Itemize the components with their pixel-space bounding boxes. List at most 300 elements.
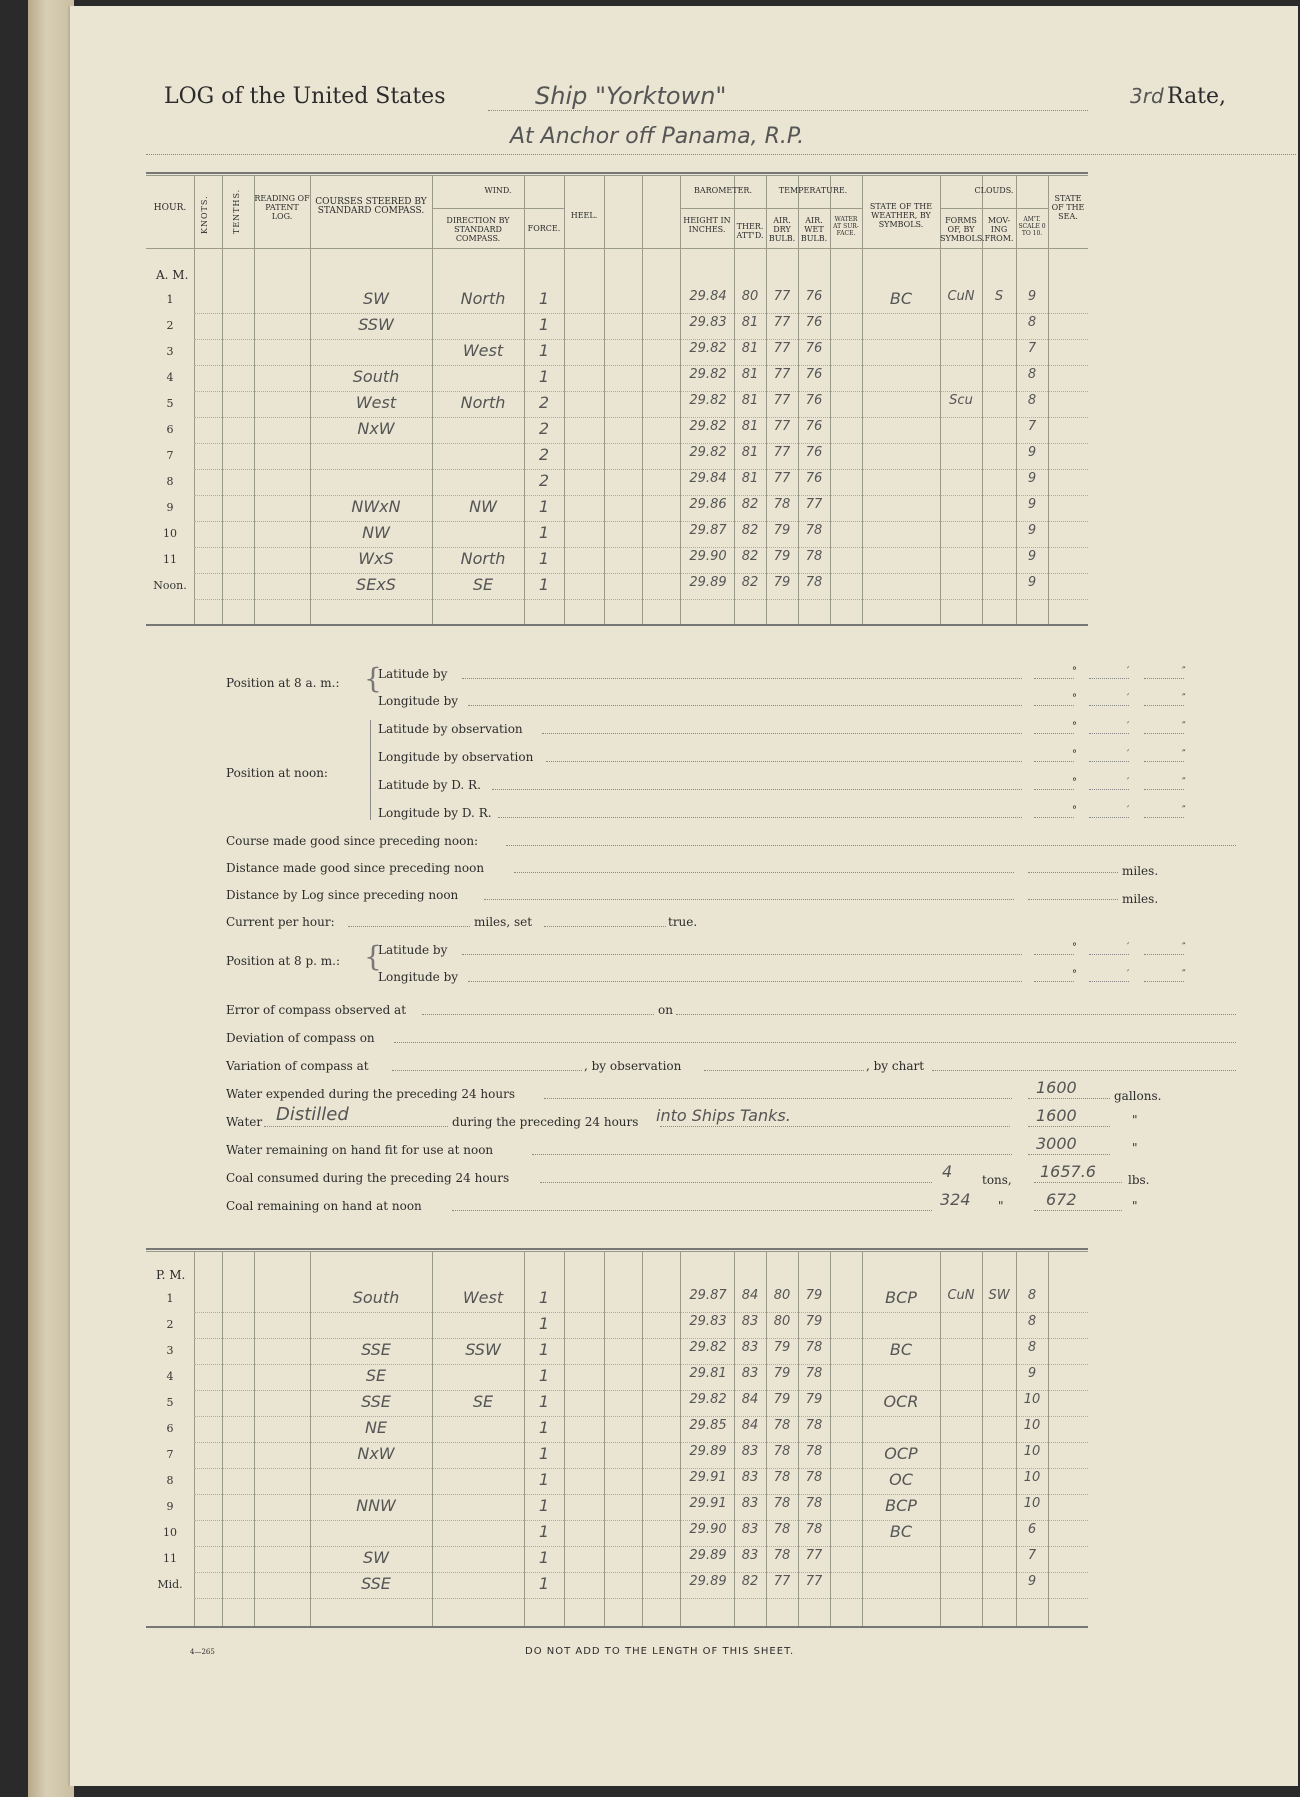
row-course: SE xyxy=(365,1366,387,1385)
row-hour: 2 xyxy=(166,319,174,332)
row-wind-force: 1 xyxy=(538,1470,550,1489)
lat-8am-label: Latitude by xyxy=(378,667,448,681)
row-cloud-amount: 8 xyxy=(1027,1288,1037,1303)
miles-set-label: miles, set xyxy=(474,915,533,929)
degree-mark: ° xyxy=(1072,749,1077,760)
row-wind-force: 2 xyxy=(538,445,550,464)
row-wind-force: 1 xyxy=(538,1340,550,1359)
row-rule xyxy=(194,339,1088,340)
row-rule xyxy=(194,573,1088,574)
row-course: NNW xyxy=(356,1496,396,1515)
fill-line xyxy=(1089,817,1129,818)
row-air-wet: 78 xyxy=(805,549,823,564)
row-air-dry: 77 xyxy=(773,289,791,304)
fill-line xyxy=(544,926,666,927)
row-cloud-amount: 10 xyxy=(1023,1496,1041,1511)
table-row xyxy=(70,1444,1298,1470)
degree-mark: ″ xyxy=(1182,693,1186,704)
miles-unit-1: miles. xyxy=(1122,864,1159,878)
col-temperature: TEMPERATURE. xyxy=(778,186,848,195)
table-row xyxy=(70,549,1298,575)
row-rule xyxy=(194,417,1088,418)
row-cloud-amount: 8 xyxy=(1027,393,1037,408)
row-hour: 6 xyxy=(166,1422,174,1435)
row-weather: BC xyxy=(889,1522,913,1541)
log-title-prefix: LOG of the United States xyxy=(164,84,446,109)
row-air-wet: 78 xyxy=(805,1444,823,1459)
row-course: NxW xyxy=(357,419,395,438)
fill-line xyxy=(484,899,1014,900)
fill-line xyxy=(1089,981,1129,982)
row-ther-attd: 81 xyxy=(741,367,759,382)
row-hour: 3 xyxy=(166,1344,174,1357)
fill-line xyxy=(1144,705,1184,706)
row-ther-attd: 84 xyxy=(741,1288,759,1303)
coal-consumed-label: Coal consumed during the preceding 24 hours xyxy=(226,1171,510,1185)
degree-mark: ′ xyxy=(1127,749,1130,760)
table-row xyxy=(70,315,1298,341)
brace: { xyxy=(364,940,382,973)
coal-consumed-tons: 4 xyxy=(942,1162,953,1181)
table-row xyxy=(70,1522,1298,1548)
fill-line xyxy=(1028,1098,1110,1099)
row-air-dry: 77 xyxy=(773,1574,791,1589)
row-air-dry: 78 xyxy=(773,497,791,512)
degree-mark: ′ xyxy=(1127,777,1130,788)
table-row xyxy=(70,419,1298,445)
row-barometer: 29.83 xyxy=(689,1314,727,1329)
current-label: Current per hour: xyxy=(226,915,335,929)
row-cloud-amount: 9 xyxy=(1027,289,1037,304)
fill-line xyxy=(462,678,1022,679)
row-air-dry: 79 xyxy=(773,1366,791,1381)
water-remaining-value: 3000 xyxy=(1036,1134,1077,1153)
row-air-dry: 80 xyxy=(773,1314,791,1329)
water-expended-label: Water expended during the preceding 24 hours xyxy=(226,1087,516,1101)
degree-mark: ″ xyxy=(1182,721,1186,732)
fill-line xyxy=(498,817,1022,818)
row-ther-attd: 82 xyxy=(741,523,759,538)
fill-line xyxy=(1144,817,1184,818)
fill-line xyxy=(532,1154,1012,1155)
water-distilled-value: 1600 xyxy=(1036,1106,1077,1125)
col-barometer: BAROMETER. xyxy=(693,186,752,195)
row-cloud-amount: 8 xyxy=(1027,1340,1037,1355)
location-underline xyxy=(146,154,1296,155)
row-cloud-forms: Scu xyxy=(949,393,973,408)
table-row xyxy=(70,445,1298,471)
fill-line xyxy=(1028,1154,1110,1155)
row-barometer: 29.82 xyxy=(689,367,727,382)
row-ther-attd: 82 xyxy=(741,1574,759,1589)
row-air-dry: 78 xyxy=(773,1444,791,1459)
row-wind-force: 1 xyxy=(538,1574,550,1593)
row-cloud-amount: 10 xyxy=(1023,1418,1041,1433)
ship-rate-number: 3rd xyxy=(1130,84,1164,108)
row-ther-attd: 84 xyxy=(741,1418,759,1433)
water-label: Water xyxy=(226,1115,263,1129)
fill-line xyxy=(1034,954,1074,955)
table-row xyxy=(70,497,1298,523)
col-patent-log: READING OF PATENT LOG. xyxy=(254,194,310,221)
col-hour: HOUR. xyxy=(153,203,187,213)
row-air-wet: 78 xyxy=(805,575,823,590)
row-ther-attd: 83 xyxy=(741,1470,759,1485)
row-ther-attd: 81 xyxy=(741,341,759,356)
row-cloud-amount: 6 xyxy=(1027,1522,1037,1537)
row-air-wet: 77 xyxy=(805,1548,823,1563)
fill-line xyxy=(676,1014,1236,1015)
fill-line xyxy=(492,789,1022,790)
row-cloud-amount: 9 xyxy=(1027,471,1037,486)
row-air-dry: 77 xyxy=(773,393,791,408)
degree-mark: ′ xyxy=(1127,969,1130,980)
tons-unit: tons, xyxy=(982,1173,1012,1187)
row-ther-attd: 81 xyxy=(741,471,759,486)
lat-obs-label: Latitude by observation xyxy=(378,722,523,736)
row-wind-force: 1 xyxy=(538,1548,550,1567)
deviation-label: Deviation of compass on xyxy=(226,1031,375,1045)
col-courses: COURSES STEERED BY STANDARD COMPASS. xyxy=(315,197,427,216)
lon-dr-label: Longitude by D. R. xyxy=(378,806,492,820)
row-wind-force: 1 xyxy=(538,1418,550,1437)
table-row xyxy=(70,1288,1298,1314)
row-air-dry: 79 xyxy=(773,523,791,538)
col-weather: STATE OF THE WEATHER, BY SYMBOLS. xyxy=(869,202,933,229)
table-row xyxy=(70,1392,1298,1418)
title-line xyxy=(488,110,1088,111)
row-cloud-amount: 9 xyxy=(1027,1366,1037,1381)
fill-line xyxy=(468,981,1022,982)
table-row xyxy=(70,1314,1298,1340)
subheader-rule xyxy=(432,208,564,209)
row-wind-force: 1 xyxy=(538,523,550,542)
row-hour: 6 xyxy=(166,423,174,436)
fill-line xyxy=(392,1070,582,1071)
row-cloud-amount: 8 xyxy=(1027,315,1037,330)
row-rule xyxy=(194,599,1088,600)
row-air-wet: 78 xyxy=(805,1470,823,1485)
table-row xyxy=(70,1418,1298,1444)
row-ther-attd: 81 xyxy=(741,315,759,330)
row-wind-force: 1 xyxy=(538,497,550,516)
brace xyxy=(370,720,371,820)
pm-label: P. M. xyxy=(156,1268,186,1282)
row-course: NWxN xyxy=(351,497,401,516)
row-barometer: 29.91 xyxy=(689,1470,727,1485)
lat-8pm-label: Latitude by xyxy=(378,943,448,957)
miles-unit-2: miles. xyxy=(1122,892,1159,906)
row-ther-attd: 83 xyxy=(741,1366,759,1381)
ditto-4: " xyxy=(1132,1199,1138,1213)
row-wind-direction: North xyxy=(460,393,506,412)
row-air-wet: 76 xyxy=(805,419,823,434)
row-weather: OCR xyxy=(883,1392,919,1411)
row-barometer: 29.91 xyxy=(689,1496,727,1511)
row-hour: 4 xyxy=(166,371,174,384)
fill-line xyxy=(514,872,1014,873)
ditto-3: " xyxy=(998,1199,1004,1213)
row-ther-attd: 83 xyxy=(741,1314,759,1329)
row-ther-attd: 83 xyxy=(741,1340,759,1355)
row-ther-attd: 80 xyxy=(741,289,759,304)
fill-line xyxy=(540,1182,932,1183)
row-air-dry: 79 xyxy=(773,549,791,564)
table-bottom-rule xyxy=(146,1626,1088,1628)
brace: { xyxy=(364,662,382,695)
am-label: A. M. xyxy=(156,268,189,282)
row-barometer: 29.82 xyxy=(689,341,727,356)
row-course: SExS xyxy=(356,575,396,594)
row-wind-direction: North xyxy=(460,289,506,308)
row-air-wet: 76 xyxy=(805,341,823,356)
table-row xyxy=(70,1366,1298,1392)
col-clouds-moving: MOV-ING FROM. xyxy=(984,216,1014,243)
row-wind-direction: SSW xyxy=(465,1340,501,1359)
fill-line xyxy=(394,1042,1236,1043)
row-course: SSE xyxy=(361,1340,391,1359)
row-wind-force: 1 xyxy=(538,367,550,386)
during-24-label: during the preceding 24 hours xyxy=(452,1115,639,1129)
degree-mark: ° xyxy=(1072,666,1077,677)
row-course: West xyxy=(355,393,397,412)
table-row xyxy=(70,393,1298,419)
table-row xyxy=(70,341,1298,367)
row-rule xyxy=(194,495,1088,496)
col-clouds-amount: AM'T. SCALE 0 TO 10. xyxy=(1018,216,1046,237)
row-air-dry: 77 xyxy=(773,315,791,330)
table-row xyxy=(70,289,1298,315)
fill-line xyxy=(546,761,1022,762)
row-cloud-amount: 9 xyxy=(1027,1574,1037,1589)
row-cloud-forms: CuN xyxy=(947,289,975,304)
row-course: WxS xyxy=(358,549,394,568)
row-wind-direction: SE xyxy=(472,575,494,594)
fill-line xyxy=(1034,1210,1122,1211)
fill-line xyxy=(422,1014,654,1015)
row-wind-direction: NW xyxy=(469,497,497,516)
variation-label: Variation of compass at xyxy=(226,1059,369,1073)
distance-by-log-label: Distance by Log since preceding noon xyxy=(226,888,459,902)
row-hour: 4 xyxy=(166,1370,174,1383)
position-8pm-label: Position at 8 p. m.: xyxy=(226,954,341,968)
row-hour: 11 xyxy=(163,553,177,566)
row-ther-attd: 83 xyxy=(741,1496,759,1511)
row-barometer: 29.84 xyxy=(689,471,727,486)
row-cloud-amount: 7 xyxy=(1027,419,1037,434)
log-page xyxy=(68,6,1298,1786)
row-wind-force: 1 xyxy=(538,1366,550,1385)
degree-mark: ° xyxy=(1072,693,1077,704)
degree-mark: ″ xyxy=(1182,942,1186,953)
row-barometer: 29.82 xyxy=(689,419,727,434)
col-height-inches: HEIGHT IN INCHES. xyxy=(683,216,731,234)
row-air-wet: 76 xyxy=(805,471,823,486)
col-water-surface: WATER AT SUR-FACE. xyxy=(833,216,859,237)
water-remaining-label: Water remaining on hand fit for use at noon xyxy=(226,1143,494,1157)
degree-mark: ′ xyxy=(1127,942,1130,953)
fill-line xyxy=(1034,761,1074,762)
row-barometer: 29.82 xyxy=(689,445,727,460)
lon-obs-label: Longitude by observation xyxy=(378,750,534,764)
col-air-wet: AIR. WET BULB. xyxy=(800,216,828,243)
row-weather: BCP xyxy=(885,1496,917,1515)
row-ther-attd: 82 xyxy=(741,549,759,564)
row-air-dry: 77 xyxy=(773,419,791,434)
fill-line xyxy=(544,1098,1012,1099)
subheader-rule xyxy=(766,208,862,209)
table-top-rule-inner xyxy=(146,1251,1088,1252)
row-air-dry: 78 xyxy=(773,1548,791,1563)
row-rule xyxy=(194,1494,1088,1495)
row-wind-force: 1 xyxy=(538,289,550,308)
row-wind-direction: West xyxy=(462,1288,504,1307)
fill-line xyxy=(1089,705,1129,706)
row-air-wet: 76 xyxy=(805,445,823,460)
fill-line xyxy=(1089,678,1129,679)
row-hour: 10 xyxy=(163,1526,177,1539)
row-rule xyxy=(194,1416,1088,1417)
row-rule xyxy=(194,1572,1088,1573)
lat-dr-label: Latitude by D. R. xyxy=(378,778,481,792)
row-barometer: 29.89 xyxy=(689,575,727,590)
row-air-wet: 78 xyxy=(805,1418,823,1433)
fill-line xyxy=(1144,981,1184,982)
row-hour: 3 xyxy=(166,345,174,358)
fill-line xyxy=(1089,733,1129,734)
by-observation-label: , by observation xyxy=(584,1059,682,1073)
col-clouds-forms: FORMS OF, BY SYMBOLS. xyxy=(940,216,985,243)
row-barometer: 29.89 xyxy=(689,1574,727,1589)
row-air-wet: 78 xyxy=(805,1496,823,1511)
ditto-2: " xyxy=(1132,1141,1138,1155)
row-rule xyxy=(194,1598,1088,1599)
table-row xyxy=(70,1496,1298,1522)
fill-line xyxy=(1089,761,1129,762)
coal-remaining-lbs: 672 xyxy=(1046,1190,1077,1209)
row-cloud-forms: CuN xyxy=(947,1288,975,1303)
row-air-dry: 77 xyxy=(773,341,791,356)
row-course: SSW xyxy=(358,315,394,334)
row-wind-force: 2 xyxy=(538,419,550,438)
row-barometer: 29.89 xyxy=(689,1548,727,1563)
fill-line xyxy=(1089,954,1129,955)
row-wind-force: 1 xyxy=(538,315,550,334)
row-hour: 5 xyxy=(166,1396,174,1409)
location-line: At Anchor off Panama, R.P. xyxy=(510,124,805,149)
row-cloud-amount: 9 xyxy=(1027,445,1037,460)
row-cloud-amount: 8 xyxy=(1027,1314,1037,1329)
degree-mark: ′ xyxy=(1127,721,1130,732)
row-wind-force: 1 xyxy=(538,1392,550,1411)
row-rule xyxy=(194,1312,1088,1313)
row-rule xyxy=(194,547,1088,548)
row-hour: 5 xyxy=(166,397,174,410)
table-bottom-rule xyxy=(146,624,1088,626)
row-hour: 7 xyxy=(166,449,174,462)
row-cloud-amount: 7 xyxy=(1027,1548,1037,1563)
row-barometer: 29.87 xyxy=(689,523,727,538)
row-hour: Mid. xyxy=(157,1578,183,1591)
position-noon-label: Position at noon: xyxy=(226,766,328,780)
row-rule xyxy=(194,1364,1088,1365)
row-air-wet: 76 xyxy=(805,367,823,382)
row-hour: 11 xyxy=(163,1552,177,1565)
row-hour: 1 xyxy=(166,293,174,306)
row-hour: 9 xyxy=(166,501,174,514)
rate-label: Rate, xyxy=(1167,84,1227,109)
row-cloud-amount: 9 xyxy=(1027,549,1037,564)
row-ther-attd: 81 xyxy=(741,445,759,460)
row-wind-force: 1 xyxy=(538,341,550,360)
subheader-rule xyxy=(940,208,1048,209)
fill-line xyxy=(264,1126,448,1127)
fill-line xyxy=(1144,678,1184,679)
row-barometer: 29.82 xyxy=(689,1340,727,1355)
row-rule xyxy=(194,1390,1088,1391)
table-row xyxy=(70,1574,1298,1600)
row-wind-force: 2 xyxy=(538,393,550,412)
gallons-unit: gallons. xyxy=(1114,1089,1162,1103)
row-air-wet: 78 xyxy=(805,1340,823,1355)
fill-line xyxy=(1034,705,1074,706)
row-cloud-amount: 7 xyxy=(1027,341,1037,356)
row-rule xyxy=(194,1546,1088,1547)
coal-remaining-tons: 324 xyxy=(940,1190,971,1209)
fill-line xyxy=(1028,899,1118,900)
degree-mark: ″ xyxy=(1182,805,1186,816)
degree-mark: ° xyxy=(1072,721,1077,732)
degree-mark: ° xyxy=(1072,805,1077,816)
row-air-dry: 77 xyxy=(773,471,791,486)
row-air-dry: 78 xyxy=(773,1418,791,1433)
table-top-rule xyxy=(146,1248,1088,1250)
row-air-wet: 77 xyxy=(805,497,823,512)
col-wind-force: FORCE. xyxy=(527,224,561,233)
row-air-dry: 78 xyxy=(773,1522,791,1537)
row-weather: BCP xyxy=(885,1288,917,1307)
row-course: NxW xyxy=(357,1444,395,1463)
row-hour: 8 xyxy=(166,1474,174,1487)
row-wind-direction: SE xyxy=(472,1392,494,1411)
fill-line xyxy=(1144,954,1184,955)
row-weather: OCP xyxy=(884,1444,918,1463)
degree-mark: ″ xyxy=(1182,969,1186,980)
fill-line xyxy=(1034,817,1074,818)
error-compass-label: Error of compass observed at xyxy=(226,1003,407,1017)
table-header-rule xyxy=(146,248,1088,249)
row-air-dry: 79 xyxy=(773,1392,791,1407)
distance-made-good-label: Distance made good since preceding noon xyxy=(226,861,485,875)
row-air-wet: 78 xyxy=(805,1522,823,1537)
degree-mark: ′ xyxy=(1127,666,1130,677)
water-distilled-hand: Distilled xyxy=(276,1104,349,1125)
row-course: SSE xyxy=(361,1392,391,1411)
lbs-unit: lbs. xyxy=(1128,1173,1150,1187)
row-cloud-amount: 10 xyxy=(1023,1444,1041,1459)
fill-line xyxy=(1028,1126,1110,1127)
row-rule xyxy=(194,1442,1088,1443)
row-ther-attd: 81 xyxy=(741,419,759,434)
row-air-dry: 79 xyxy=(773,575,791,590)
row-air-dry: 78 xyxy=(773,1496,791,1511)
row-wind-force: 1 xyxy=(538,1288,550,1307)
row-air-dry: 77 xyxy=(773,445,791,460)
row-barometer: 29.82 xyxy=(689,393,727,408)
row-course: NE xyxy=(364,1418,388,1437)
row-barometer: 29.85 xyxy=(689,1418,727,1433)
row-cloud-amount: 9 xyxy=(1027,523,1037,538)
